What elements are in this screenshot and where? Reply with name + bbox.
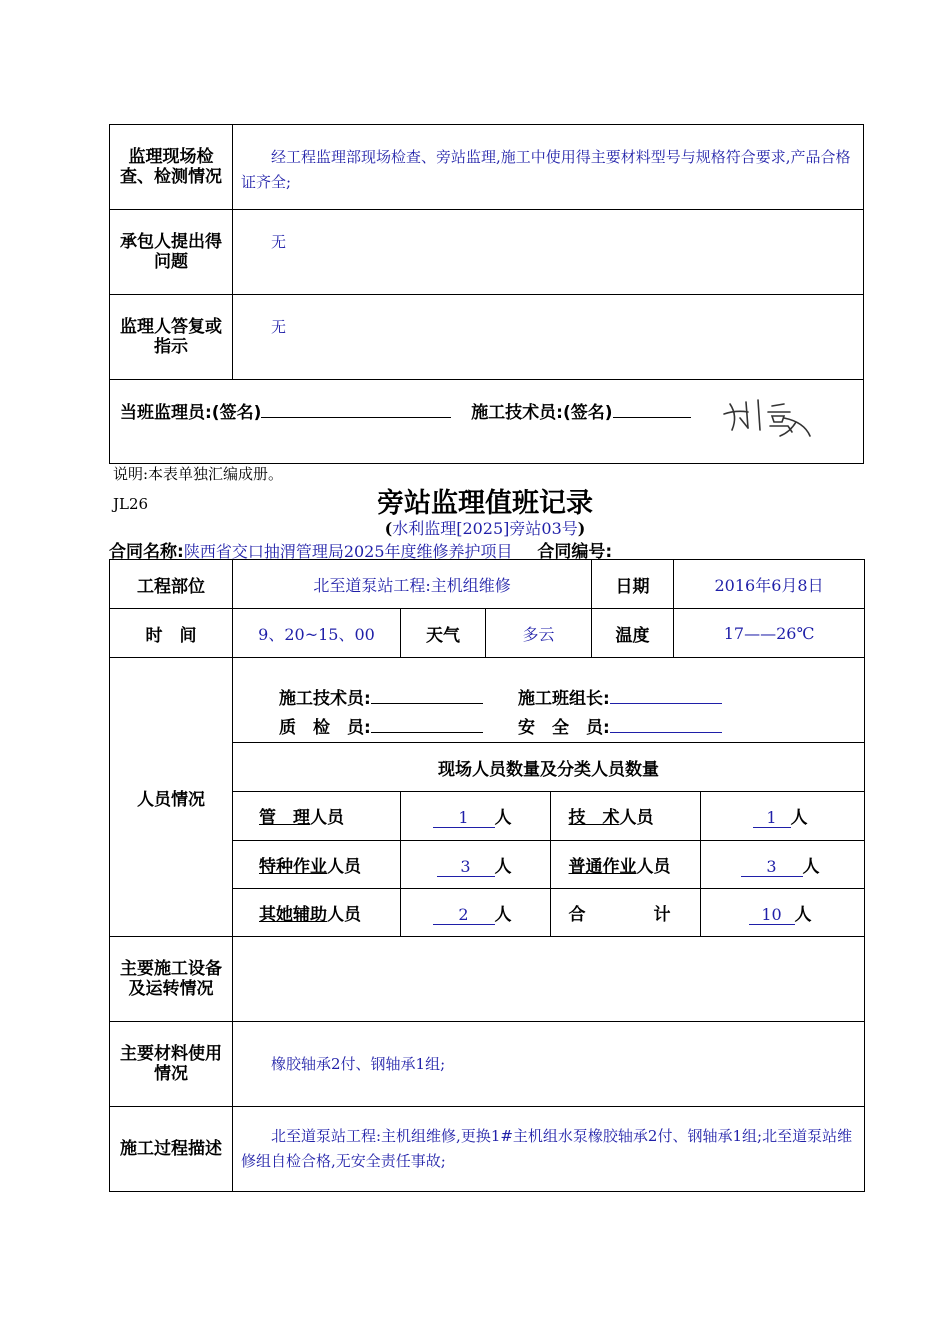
date-value: 2016年6月8日 [674, 560, 865, 609]
qc-field [371, 716, 483, 733]
inspection-table [109, 124, 864, 464]
techstaff-label: 技 术 [568, 808, 620, 829]
temperature-value: 17——26℃ [674, 609, 865, 658]
equipment-text [233, 937, 865, 1022]
qc-line [279, 713, 483, 738]
total-unit: 人 [794, 904, 812, 925]
weather-value: 多云 [486, 609, 592, 658]
total-label: 合 计 [550, 888, 700, 936]
time-value: 9、20~15、00 [233, 609, 401, 658]
subtitle-number: 水利监理[2025]旁站03号 [392, 519, 578, 538]
note-text: 说明:本表单独汇编成册。 [113, 465, 284, 483]
techstaff-unit: 人 [790, 808, 808, 829]
contractor-issues-text: 无 [233, 210, 864, 295]
personnel-roles [233, 658, 864, 743]
qc-label: 质 检 员: [279, 718, 371, 738]
subtitle-close: ) [577, 519, 586, 538]
team-leader-field [610, 687, 722, 704]
page-title: 旁站监理值班记录 [377, 488, 593, 519]
duty-record-table [109, 559, 865, 1192]
contractor-issues-label: 承包人提出得问题 [110, 210, 233, 295]
special-label: 特种作业 [259, 856, 327, 877]
team-leader-label: 施工班组长: [518, 689, 610, 709]
time-label: 时 间 [110, 609, 233, 658]
contract-name-value: 陕西省交口抽渭管理局2025年度维修养护项目 [183, 542, 513, 561]
materials-label: 主要材料使用情况 [110, 1022, 233, 1107]
technician-label: 施工技术员: [279, 689, 371, 709]
inspection-label: 监理现场检查、检测情况 [110, 125, 233, 210]
weather-label: 天气 [401, 609, 486, 658]
page-subtitle [0, 516, 950, 539]
date-label: 日期 [592, 560, 674, 609]
work-location-label: 工程部位 [110, 560, 233, 609]
mgmt-suffix: 人员 [310, 808, 344, 829]
other-count: 2 [433, 905, 495, 925]
mgmt-unit: 人 [494, 808, 512, 829]
technician-field [371, 687, 483, 704]
staff-count-header: 现场人员数量及分类人员数量 [233, 743, 864, 792]
technician-line [279, 684, 483, 709]
supervisor-signature-label: 当班监理员:(签名) [120, 403, 262, 423]
technician-signature-line [613, 401, 691, 418]
general-unit: 人 [802, 856, 820, 877]
supervisor-signature-line [261, 401, 451, 418]
techstaff-count: 1 [753, 808, 791, 828]
other-unit: 人 [494, 904, 512, 925]
supervisor-reply-label: 监理人答复或指示 [110, 295, 233, 380]
safety-label: 安 全 员: [518, 718, 610, 738]
form-code: JL26 [113, 495, 149, 513]
handwritten-signature [718, 392, 818, 442]
general-label: 普通作业 [568, 856, 637, 877]
contract-no-label: 合同编号: [537, 542, 613, 562]
other-suffix: 人员 [327, 904, 361, 925]
team-leader-line [518, 684, 722, 709]
mgmt-cell [233, 792, 400, 840]
special-unit: 人 [494, 856, 512, 877]
staff-count-table [233, 792, 864, 936]
special-count: 3 [437, 857, 495, 877]
general-suffix: 人员 [636, 856, 671, 877]
contract-name-label: 合同名称: [109, 542, 184, 562]
materials-text: 橡胶轴承2付、钢轴承1组; [233, 1022, 865, 1107]
inspection-text: 经工程监理部现场检查、旁站监理,施工中使用得主要材料型号与规格符合要求,产品合格证齐全; [233, 125, 864, 210]
safety-line [518, 713, 722, 738]
work-location-value: 北至道泵站工程:主机组维修 [233, 560, 592, 609]
other-label: 其她辅助 [259, 904, 327, 925]
process-label: 施工过程描述 [110, 1107, 233, 1192]
techstaff-suffix: 人员 [619, 808, 654, 829]
supervisor-reply-text: 无 [233, 295, 864, 380]
special-suffix: 人员 [327, 856, 361, 877]
general-count: 3 [741, 857, 803, 877]
signature-row [110, 380, 864, 464]
process-text: 北至道泵站工程:主机组维修,更换1#主机组水泵橡胶轴承2付、钢轴承1组;北至道泵站维修组自检合格,无安全责任事故; [233, 1107, 865, 1192]
safety-field [610, 716, 722, 733]
temperature-label: 温度 [592, 609, 674, 658]
mgmt-label: 管 理 [259, 808, 310, 829]
equipment-label: 主要施工设备及运转情况 [110, 937, 233, 1022]
personnel-label: 人员情况 [110, 658, 233, 937]
total-count: 10 [749, 905, 795, 925]
subtitle-open: ( [384, 519, 393, 538]
technician-signature-label: 施工技术员:(签名) [471, 403, 613, 423]
mgmt-count: 1 [433, 808, 495, 828]
